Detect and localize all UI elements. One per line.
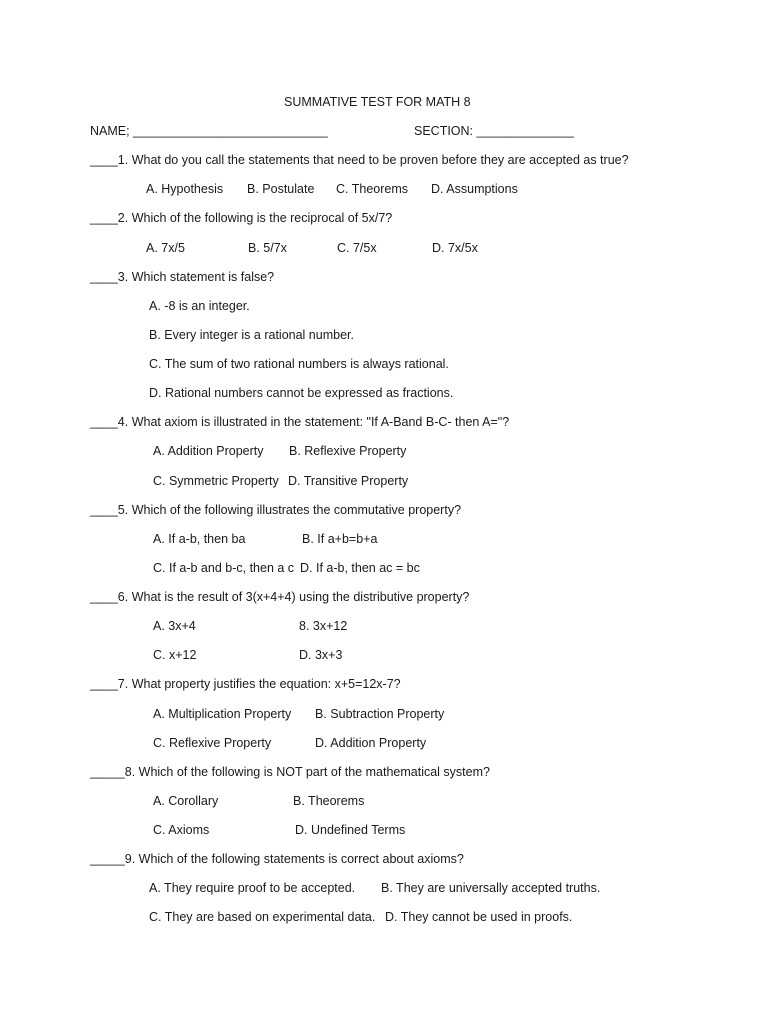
question-8: _____8. Which of the following is NOT part of the mathematical system? — [90, 765, 490, 779]
q8-choice-b: B. Theorems — [293, 794, 365, 808]
q2-choice-b: B. 5/7x — [248, 241, 287, 255]
q3-choice-d: D. Rational numbers cannot be expressed as fractions. — [149, 386, 454, 400]
q2-choice-a: A. 7x/5 — [146, 241, 185, 255]
q7-choice-b: B. Subtraction Property — [315, 707, 445, 721]
q8-choice-c: C. Axioms — [153, 823, 210, 837]
q8-choice-a: A. Corollary — [153, 794, 219, 808]
q4-choice-b: B. Reflexive Property — [289, 444, 407, 458]
page-title: SUMMATIVE TEST FOR MATH 8 — [284, 95, 471, 109]
q2-choice-c: C. 7/5x — [337, 241, 377, 255]
q9-choice-b: B. They are universally accepted truths. — [381, 881, 601, 895]
q9-choice-d: D. They cannot be used in proofs. — [385, 910, 573, 924]
question-1: ____1. What do you call the statements that need to be proven before they are accepted as true? — [90, 153, 629, 167]
q6-choice-a: A. 3x+4 — [153, 619, 196, 633]
q5-choice-d: D. If a-b, then ac = bc — [300, 561, 420, 575]
question-2: ____2. Which of the following is the reciprocal of 5x/7? — [90, 211, 393, 225]
q1-choice-b: B. Postulate — [247, 182, 315, 196]
question-6: ____6. What is the result of 3(x+4+4) using the distributive property? — [90, 590, 470, 604]
name-field-line: NAME; ____________________________ — [90, 124, 328, 138]
q5-choice-a: A. If a-b, then ba — [153, 532, 246, 546]
question-3: ____3. Which statement is false? — [90, 270, 275, 284]
question-4: ____4. What axiom is illustrated in the statement: "If A-Band B-C- then A="? — [90, 415, 510, 429]
q3-choice-c: C. The sum of two rational numbers is always rational. — [149, 357, 449, 371]
q6-choice-b: 8. 3x+12 — [299, 619, 348, 633]
question-9: _____9. Which of the following statements is correct about axioms? — [90, 852, 464, 866]
q8-choice-d: D. Undefined Terms — [295, 823, 406, 837]
q3-choice-a: A. -8 is an integer. — [149, 299, 250, 313]
section-field-line: SECTION: ______________ — [414, 124, 574, 138]
q1-choice-d: D. Assumptions — [431, 182, 518, 196]
q3-choice-b: B. Every integer is a rational number. — [149, 328, 354, 342]
q6-choice-c: C. x+12 — [153, 648, 197, 662]
q7-choice-a: A. Multiplication Property — [153, 707, 292, 721]
q1-choice-a: A. Hypothesis — [146, 182, 224, 196]
q9-choice-c: C. They are based on experimental data. — [149, 910, 376, 924]
q5-choice-b: B. If a+b=b+a — [302, 532, 378, 546]
q4-choice-a: A. Addition Property — [153, 444, 264, 458]
q1-choice-c: C. Theorems — [336, 182, 409, 196]
question-5: ____5. Which of the following illustrates the commutative property? — [90, 503, 462, 517]
question-7: ____7. What property justifies the equation: x+5=12x-7? — [90, 677, 401, 691]
q7-choice-d: D. Addition Property — [315, 736, 427, 750]
q4-choice-d: D. Transitive Property — [288, 474, 409, 488]
q6-choice-d: D. 3x+3 — [299, 648, 343, 662]
q5-choice-c: C. If a-b and b-c, then a c — [153, 561, 295, 575]
q4-choice-c: C. Symmetric Property — [153, 474, 279, 488]
q2-choice-d: D. 7x/5x — [432, 241, 478, 255]
q7-choice-c: C. Reflexive Property — [153, 736, 272, 750]
q9-choice-a: A. They require proof to be accepted. — [149, 881, 356, 895]
